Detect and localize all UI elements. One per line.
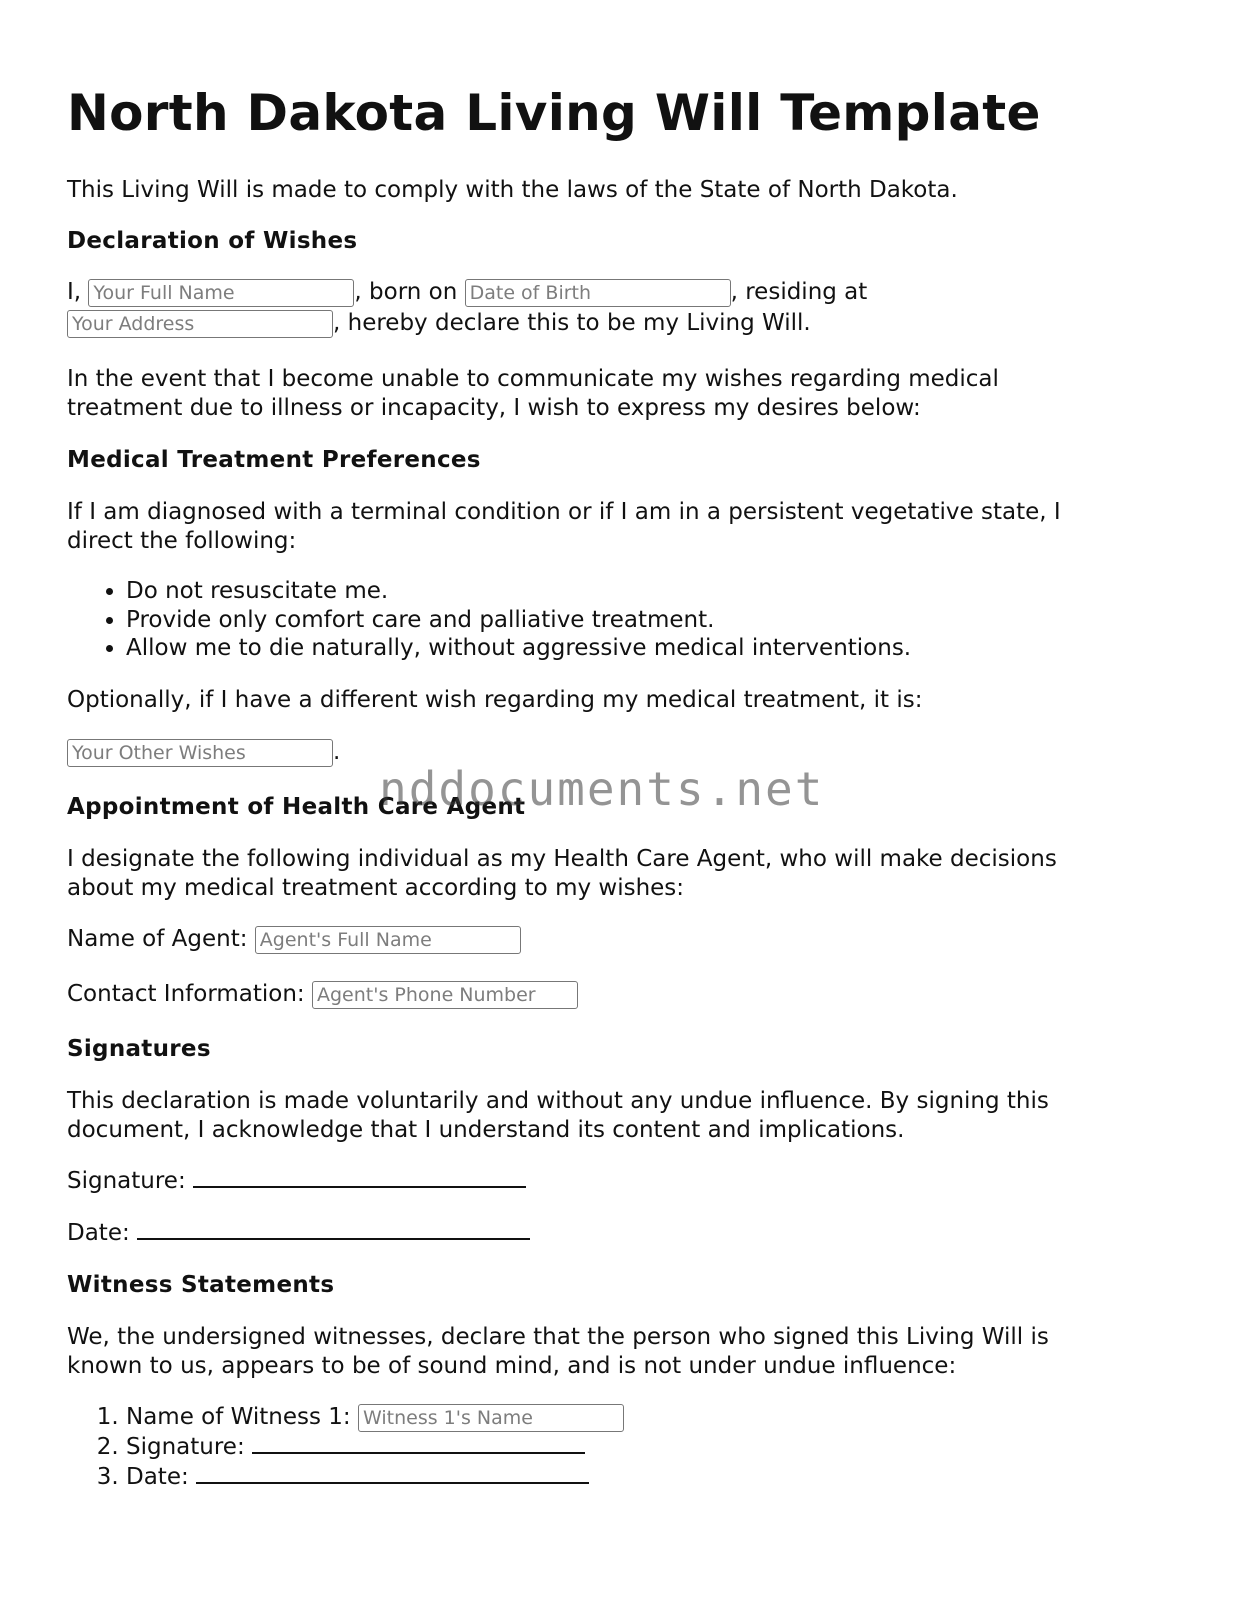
watermark: nddocuments.net — [379, 762, 825, 816]
witness-date-line[interactable] — [196, 1464, 589, 1484]
period-text: . — [333, 739, 341, 765]
list-item — [126, 1402, 624, 1432]
text-residing-at: , residing at — [730, 279, 868, 305]
witness-list — [67, 1402, 624, 1492]
optional-wish-text: Optionally, if I have a different wish regarding my medical treatment, it is: — [67, 687, 923, 713]
agent-paragraph — [67, 845, 1057, 903]
list-item: • Provide only comfort care and palliative treatment. — [126, 606, 911, 635]
declaration-line-2 — [67, 309, 867, 338]
other-wishes-input[interactable] — [67, 739, 333, 767]
agent-name-input[interactable] — [255, 926, 521, 954]
medical-line-1: If I am diagnosed with a terminal condition or if I am in a persistent vegetative state, I — [67, 499, 1061, 525]
list-item — [126, 1462, 624, 1492]
witness-date-label: Date: — [126, 1464, 197, 1490]
signature-row — [67, 1167, 526, 1196]
intro-text: This Living Will is made to comply with the laws of the State of North Dakota. — [67, 177, 958, 203]
agent-line-1: I designate the following individual as my Health Care Agent, who will make decisions — [67, 846, 1057, 872]
event-paragraph — [67, 365, 999, 423]
agent-line-2: about my medical treatment according to my wishes: — [67, 875, 685, 901]
medical-paragraph — [67, 498, 1061, 556]
declaration-heading: Declaration of Wishes — [67, 228, 358, 254]
witness-line-1: We, the undersigned witnesses, declare that the person who signed this Living Will is — [67, 1324, 1049, 1350]
agent-name-row — [67, 925, 521, 954]
witness-paragraph — [67, 1323, 1049, 1381]
agent-contact-label: Contact Information: — [67, 981, 312, 1007]
text-hereby-declare: , hereby declare this to be my Living Will. — [333, 310, 811, 336]
witness-heading: Witness Statements — [67, 1272, 335, 1298]
witness-name-label: Name of Witness 1: — [126, 1404, 358, 1430]
declaration-line-1 — [67, 278, 867, 307]
date-line[interactable] — [137, 1220, 530, 1240]
agent-contact-row — [67, 980, 578, 1009]
text-i: I, — [67, 279, 89, 305]
signatures-line-2: document, I acknowledge that I understand its content and implications. — [67, 1117, 905, 1143]
address-input[interactable] — [67, 310, 333, 338]
agent-name-label: Name of Agent: — [67, 926, 255, 952]
list-item — [126, 1432, 624, 1462]
text-born-on: , born on — [354, 279, 465, 305]
signature-line[interactable] — [193, 1168, 526, 1188]
page-title: North Dakota Living Will Template — [67, 84, 1041, 142]
medical-line-2: direct the following: — [67, 528, 297, 554]
witness-signature-line[interactable] — [252, 1434, 585, 1454]
treatment-list — [67, 577, 911, 663]
medical-heading: Medical Treatment Preferences — [67, 447, 481, 473]
event-line-2: treatment due to illness or incapacity, I wish to express my desires below: — [67, 395, 921, 421]
witness-name-input[interactable] — [358, 1404, 624, 1432]
witness-line-2: known to us, appears to be of sound mind, and is not under undue influence: — [67, 1353, 957, 1379]
signatures-paragraph — [67, 1087, 1049, 1145]
event-line-1: In the event that I become unable to communicate my wishes regarding medical — [67, 366, 999, 392]
list-item: • Do not resuscitate me. — [126, 577, 911, 606]
list-item: • Allow me to die naturally, without aggressive medical interventions. — [126, 634, 911, 663]
other-wishes-line — [67, 738, 340, 767]
date-row — [67, 1219, 530, 1248]
date-label: Date: — [67, 1220, 138, 1246]
witness-signature-label: Signature: — [126, 1434, 253, 1460]
date-of-birth-input[interactable] — [465, 279, 731, 307]
full-name-input[interactable] — [88, 279, 354, 307]
declaration-paragraph — [67, 278, 867, 338]
signatures-line-1: This declaration is made voluntarily and without any undue influence. By signing this — [67, 1088, 1049, 1114]
signatures-heading: Signatures — [67, 1036, 211, 1062]
agent-phone-input[interactable] — [312, 981, 578, 1009]
agent-heading: Appointment of Health Care Agent — [67, 794, 526, 820]
signature-label: Signature: — [67, 1168, 194, 1194]
